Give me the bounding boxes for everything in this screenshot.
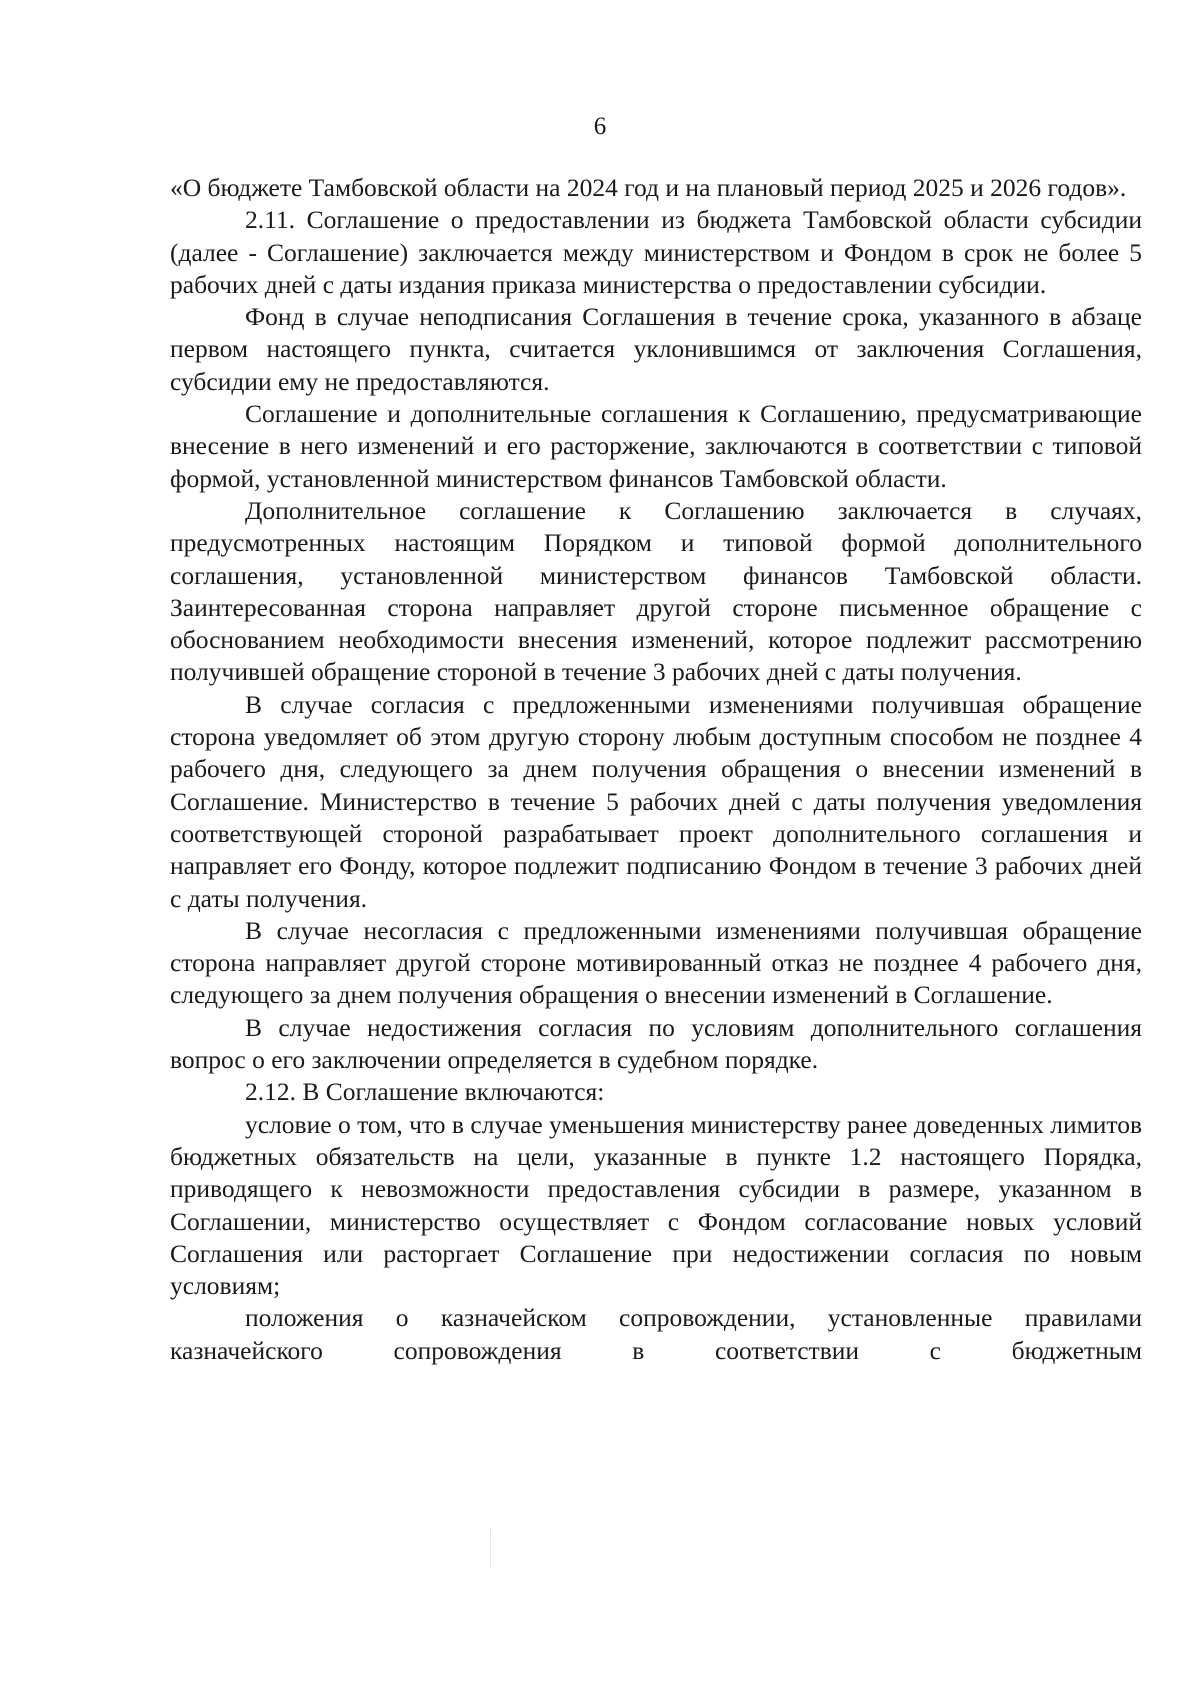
paragraph-court-procedure: В случае недостижения согласия по условиям дополнительного соглашения вопрос о его заключении определяется в судебном порядке. [170, 1012, 1142, 1075]
paragraph-fund-evasion: Фонд в случае неподписания Соглашения в течение срока, указанного в абзаце первом настоящего пункта, считается уклонившимся от заключения Соглашения, субсидии ему не предоставляются. [170, 302, 1142, 396]
paragraph-standard-form: Соглашение и дополнительные соглашения к Соглашению, предусматривающие внесение в него изменений и его расторжение, заключаются в соответствии с типовой формой, установленной министерством финансов Тамбовской области. [170, 399, 1142, 493]
paragraph-additional-agreement: Дополнительное соглашение к Соглашению заключается в случаях, предусмотренных настоящим Порядком и типовой формой дополнительного соглашения, установленной министерством финансов Тамбовской области. Заинтересованная сторона направляет другой стороне письменное обращение с обоснованием необходимости внесения изменений, которое подлежит рассмотрению получившей обращение стороной в течение 3 рабочих дней с даты получения. [170, 495, 1142, 687]
paragraph-budget-law-continuation: «О бюджете Тамбовской области на 2024 год и на плановый период 2025 и 2026 годов». [170, 173, 1127, 202]
paragraph-disagreement-case: В случае несогласия с предложенными изменениями получившая обращение сторона направляет другой стороне мотивированный отказ не позднее 4 рабочего дня, следующего за днем получения обращения о внесении изменений в Соглашение. [170, 915, 1142, 1010]
paragraph-2-12: 2.12. В Соглашение включаются: [245, 1077, 605, 1107]
document-body [170, 172, 1142, 1367]
paragraph-consent-case: В случае согласия с предложенными изменениями получившая обращение сторона уведомляет об этом другую сторону любым доступным способом не позднее 4 рабочего дня, следующего за днем получения обращения о внесении изменений в Соглашение. Министерство в течение 5 рабочих дней с даты получения уведомления соответствующей стороной разрабатывает проект дополнительного соглашения и направляет его Фонду, которое подлежит подписанию Фондом в течение 3 рабочих дней с даты получения. [170, 689, 1142, 913]
paragraph-2-11: 2.11. Соглашение о предоставлении из бюджета Тамбовской области субсидии (далее - Соглашение) заключается между министерством и Фондом в срок не более 5 рабочих дней с даты издания приказа министерства о предоставлении субсидии. [170, 205, 1142, 299]
scan-artifact [490, 1528, 493, 1568]
paragraph-limits-reduction: условие о том, что в случае уменьшения министерству ранее доведенных лимитов бюджетных обязательств на цели, указанные в пункте 1.2 настоящего Порядка, приводящего к невозможности предоставления субсидии в размере, указанном в Соглашении, министерство осуществляет с Фондом согласование новых условий Соглашения или расторгает Соглашение при недостижении согласия по новым условиям; [170, 1109, 1142, 1301]
page-number: 6 [593, 113, 607, 140]
paragraph-treasury-support: положения о казначейском сопровождении, установленные правилами казначейского сопровождения в соответствии с бюджетным [170, 1303, 1142, 1365]
